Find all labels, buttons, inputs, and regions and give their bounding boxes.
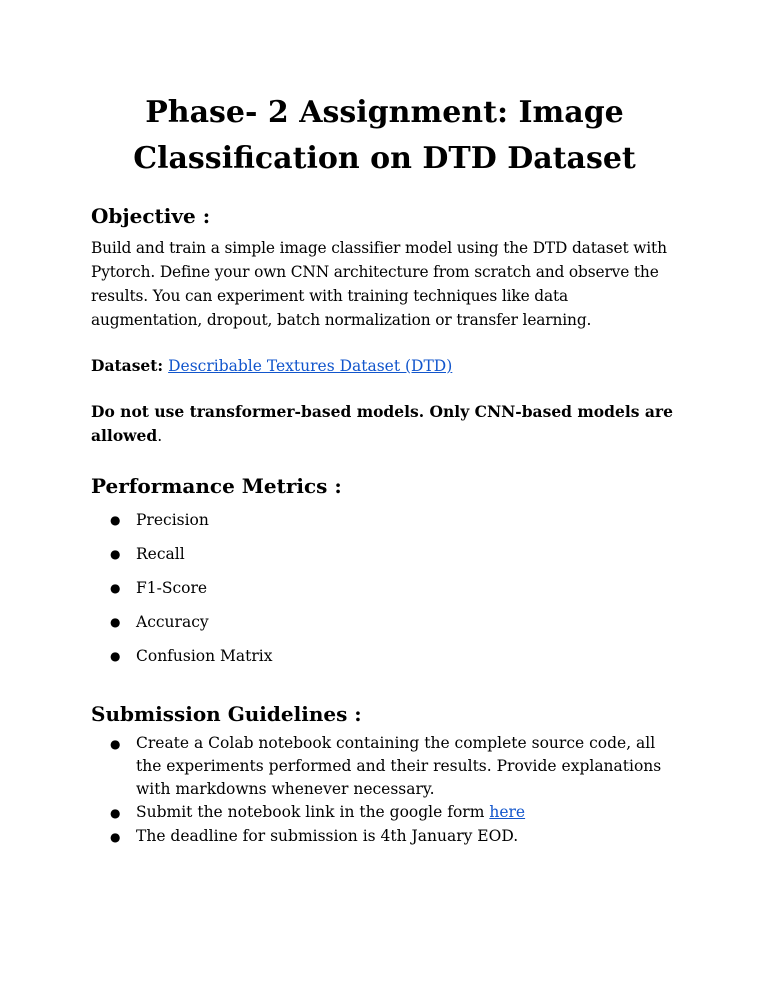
objective-heading: Objective : xyxy=(91,204,211,228)
guideline-deadline: The deadline for submission is 4th January EOD. xyxy=(136,827,519,845)
guideline-submit xyxy=(136,801,678,825)
submission-list xyxy=(91,732,678,849)
metric-accuracy: Accuracy xyxy=(136,613,209,631)
list-item xyxy=(110,508,678,532)
metric-confusion-matrix: Confusion Matrix xyxy=(136,647,273,665)
dataset-line xyxy=(91,354,678,378)
metric-precision: Precision xyxy=(136,511,209,529)
dataset-label: Dataset: xyxy=(91,356,164,375)
guideline-submit-text: Submit the notebook link in the google form xyxy=(136,803,490,821)
guideline-notebook: Create a Colab notebook containing the complete source code, all the experiments performed and their results. Provide explanations with markdowns whenever necessary. xyxy=(136,734,662,798)
model-restriction-note xyxy=(91,400,678,448)
list-item xyxy=(110,801,678,825)
bullet-icon: ● xyxy=(110,513,121,527)
bullet-icon: ● xyxy=(110,737,121,751)
list-item xyxy=(110,576,678,600)
page-title xyxy=(91,0,678,182)
list-item xyxy=(110,644,678,668)
metrics-heading: Performance Metrics : xyxy=(91,474,342,498)
title-line-2: Classification on DTD Dataset xyxy=(133,141,636,176)
bullet-icon: ● xyxy=(110,615,121,629)
bullet-icon: ● xyxy=(110,547,121,561)
metric-f1-score: F1-Score xyxy=(136,579,208,597)
model-restriction-period: . xyxy=(157,427,163,445)
metric-recall: Recall xyxy=(136,545,185,563)
bullet-icon: ● xyxy=(110,806,121,820)
list-item xyxy=(110,542,678,566)
submission-heading: Submission Guidelines : xyxy=(91,702,362,726)
model-restriction-text: Do not use transformer-based models. Only CNN-based models are allowed xyxy=(91,402,673,445)
bullet-icon: ● xyxy=(110,649,121,663)
objective-text: Build and train a simple image classifier model using the DTD dataset with Pytorch. Define your own CNN architecture from scratch and observe the results. You can experiment with training techniques like data augmentation, dropout, batch normalization or transfer learning. xyxy=(91,239,667,329)
list-item xyxy=(110,732,678,801)
list-item xyxy=(110,825,678,849)
form-link[interactable]: here xyxy=(489,803,526,821)
bullet-icon: ● xyxy=(110,830,121,844)
list-item xyxy=(110,610,678,634)
bullet-icon: ● xyxy=(110,581,121,595)
dataset-link[interactable]: Describable Textures Dataset (DTD) xyxy=(168,357,453,375)
metrics-list xyxy=(91,508,678,668)
title-line-1: Phase- 2 Assignment: Image xyxy=(145,95,624,130)
